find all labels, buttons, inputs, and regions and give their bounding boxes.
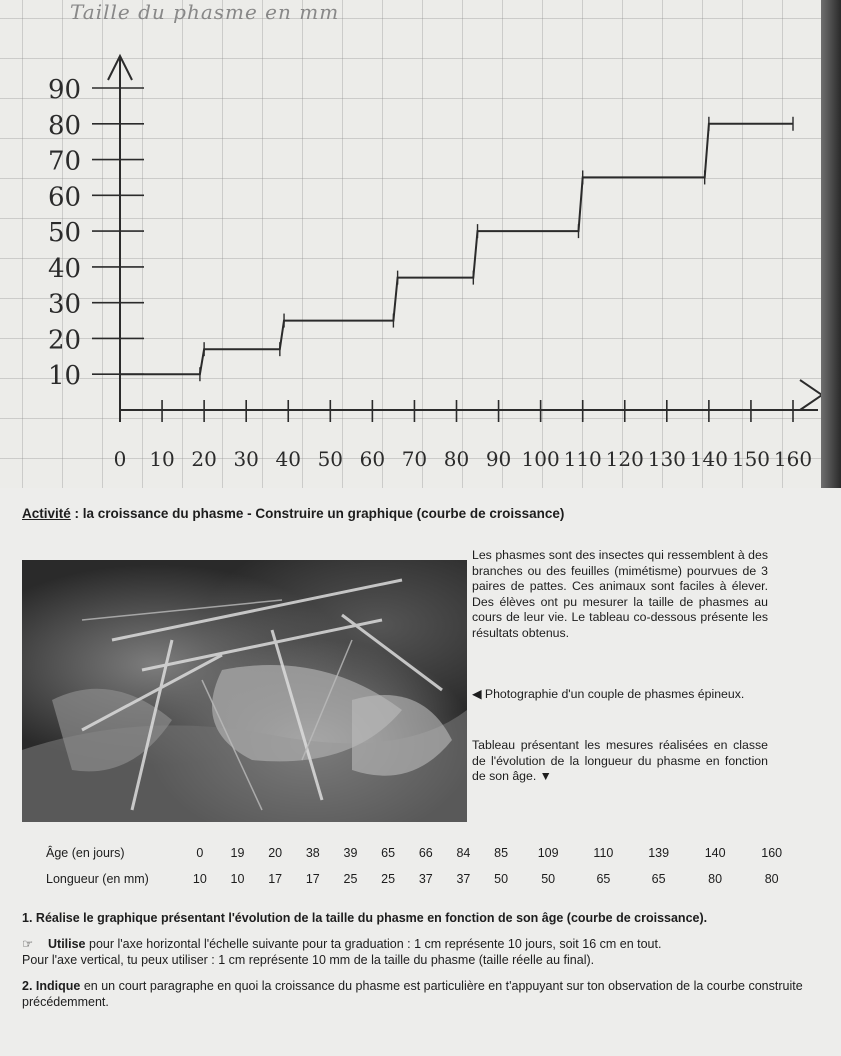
x-tick-label: 160 (773, 447, 813, 471)
length-cell: 37 (418, 872, 433, 886)
question-2-verb: Indique (35, 979, 81, 993)
length-cell: 65 (596, 872, 611, 886)
length-cell: 10 (230, 872, 245, 886)
phasme-photograph (22, 560, 467, 822)
question-1-note-verb: Utilise (48, 937, 86, 951)
x-axis-arrow (800, 380, 821, 410)
row-header-length: Longueur (en mm) (46, 872, 149, 886)
length-cell: 80 (708, 872, 723, 886)
age-cell: 109 (537, 846, 559, 860)
x-tick-label: 130 (647, 447, 686, 471)
question-2-text: en un court paragraphe en quoi la croissance du phasme est particulière en t'appuyant sur ton observation de la courbe construite précédemment. (22, 979, 803, 1009)
activity-title-text: : la croissance du phasme - Construire un graphique (courbe de croissance) (70, 506, 565, 521)
x-tick-label: 70 (401, 447, 428, 471)
paper-edge-shadow (821, 0, 841, 488)
handwritten-graph-title: Taille du phasme en mm (70, 0, 340, 24)
y-tick-label: 20 (48, 325, 82, 356)
hand-pointer-icon: ☞ (22, 937, 34, 951)
y-tick-label: 10 (48, 361, 82, 392)
age-cell: 139 (648, 846, 670, 860)
age-cell: 38 (305, 846, 320, 860)
photo-illustration (22, 560, 467, 822)
length-cell: 65 (651, 872, 666, 886)
growth-curve (120, 117, 793, 381)
question-1 (22, 910, 822, 926)
graph-axes (108, 56, 821, 422)
y-axis-ticks (48, 75, 144, 391)
x-tick-label: 120 (605, 447, 644, 471)
y-tick-label: 80 (48, 110, 82, 141)
age-cell: 65 (381, 846, 396, 860)
length-cell: 25 (381, 872, 396, 886)
x-tick-label: 100 (521, 447, 560, 471)
length-cell: 10 (192, 872, 207, 886)
table-row-age (20, 840, 800, 866)
x-tick-label: 60 (359, 447, 386, 471)
length-cell: 25 (343, 872, 358, 886)
growth-curve-line (120, 124, 793, 374)
photo-caption: ◀ Photographie d'un couple de phasmes épineux. (472, 687, 745, 701)
y-tick-label: 70 (48, 146, 82, 177)
x-tick-label: 80 (443, 447, 470, 471)
intro-paragraph: Les phasmes sont des insectes qui ressemblent à des branches ou des feuilles (mimétisme) pourvues de 3 paires de pattes. Ces animaux sont faciles à élever. Des élèves ont pu mesurer la taille de phasmes au cours de leur vie. Le tableau co-dessous présente les résultats obtenus. (472, 548, 768, 640)
length-cell: 37 (456, 872, 471, 886)
y-tick-label: 60 (48, 182, 82, 213)
age-cell: 110 (593, 846, 614, 860)
y-tick-label: 40 (48, 253, 82, 284)
y-tick-label: 50 (48, 218, 82, 249)
age-cell: 66 (418, 846, 433, 860)
length-cell: 17 (305, 872, 320, 886)
question-1-vertical-scale: Pour l'axe vertical, tu peux utiliser : 1 cm représente 10 mm de la taille du phasme (taille réelle au final). (22, 953, 595, 967)
age-cell: 140 (704, 846, 726, 860)
x-tick-label: 50 (317, 447, 344, 471)
age-cell: 20 (268, 846, 283, 860)
x-tick-label: 20 (191, 447, 217, 471)
age-cell: 19 (230, 846, 245, 860)
length-cell: 50 (494, 872, 509, 886)
activity-title (22, 506, 564, 521)
age-cell: 0 (196, 846, 204, 860)
age-cell: 85 (494, 846, 509, 860)
y-tick-label: 90 (48, 75, 82, 105)
question-1-note-text: pour l'axe horizontal l'échelle suivante pour ta graduation : 1 cm représente 10 jours, soit 16 cm en tout. (85, 937, 662, 951)
x-tick-label: 90 (485, 447, 512, 471)
length-cell: 80 (764, 872, 779, 886)
x-tick-label: 0 (113, 447, 127, 471)
x-tick-label: 10 (149, 447, 175, 471)
x-tick-label: 110 (563, 447, 602, 471)
activity-label: Activité (22, 506, 71, 521)
question-1-number: 1. (22, 911, 33, 925)
handwritten-growth-graph (0, 0, 821, 488)
question-2-number: 2. (22, 979, 33, 993)
x-tick-label: 140 (689, 447, 728, 471)
age-cell: 84 (456, 846, 471, 860)
worksheet-document (0, 488, 841, 1056)
measurements-table (20, 840, 800, 892)
x-tick-label: 40 (275, 447, 301, 471)
y-tick-label: 30 (48, 289, 82, 320)
table-intro-paragraph: Tableau présentant les mesures réalisées en classe de l'évolution de la longueur du phasme en fonction de son âge. ▼ (472, 738, 768, 784)
x-tick-label: 30 (233, 447, 259, 471)
row-header-age: Âge (en jours) (46, 846, 125, 860)
age-cell: 39 (343, 846, 358, 860)
question-1-horizontal-scale (22, 936, 822, 952)
x-tick-label: 150 (731, 447, 771, 471)
question-2 (22, 978, 822, 1010)
question-1-text: Réalise le graphique présentant l'évolution de la taille du phasme en fonction de son âge (courbe de croissance). (35, 911, 708, 925)
table-row-length (20, 866, 800, 892)
length-cell: 50 (541, 872, 556, 886)
length-cell: 17 (268, 872, 283, 886)
age-cell: 160 (761, 846, 783, 860)
